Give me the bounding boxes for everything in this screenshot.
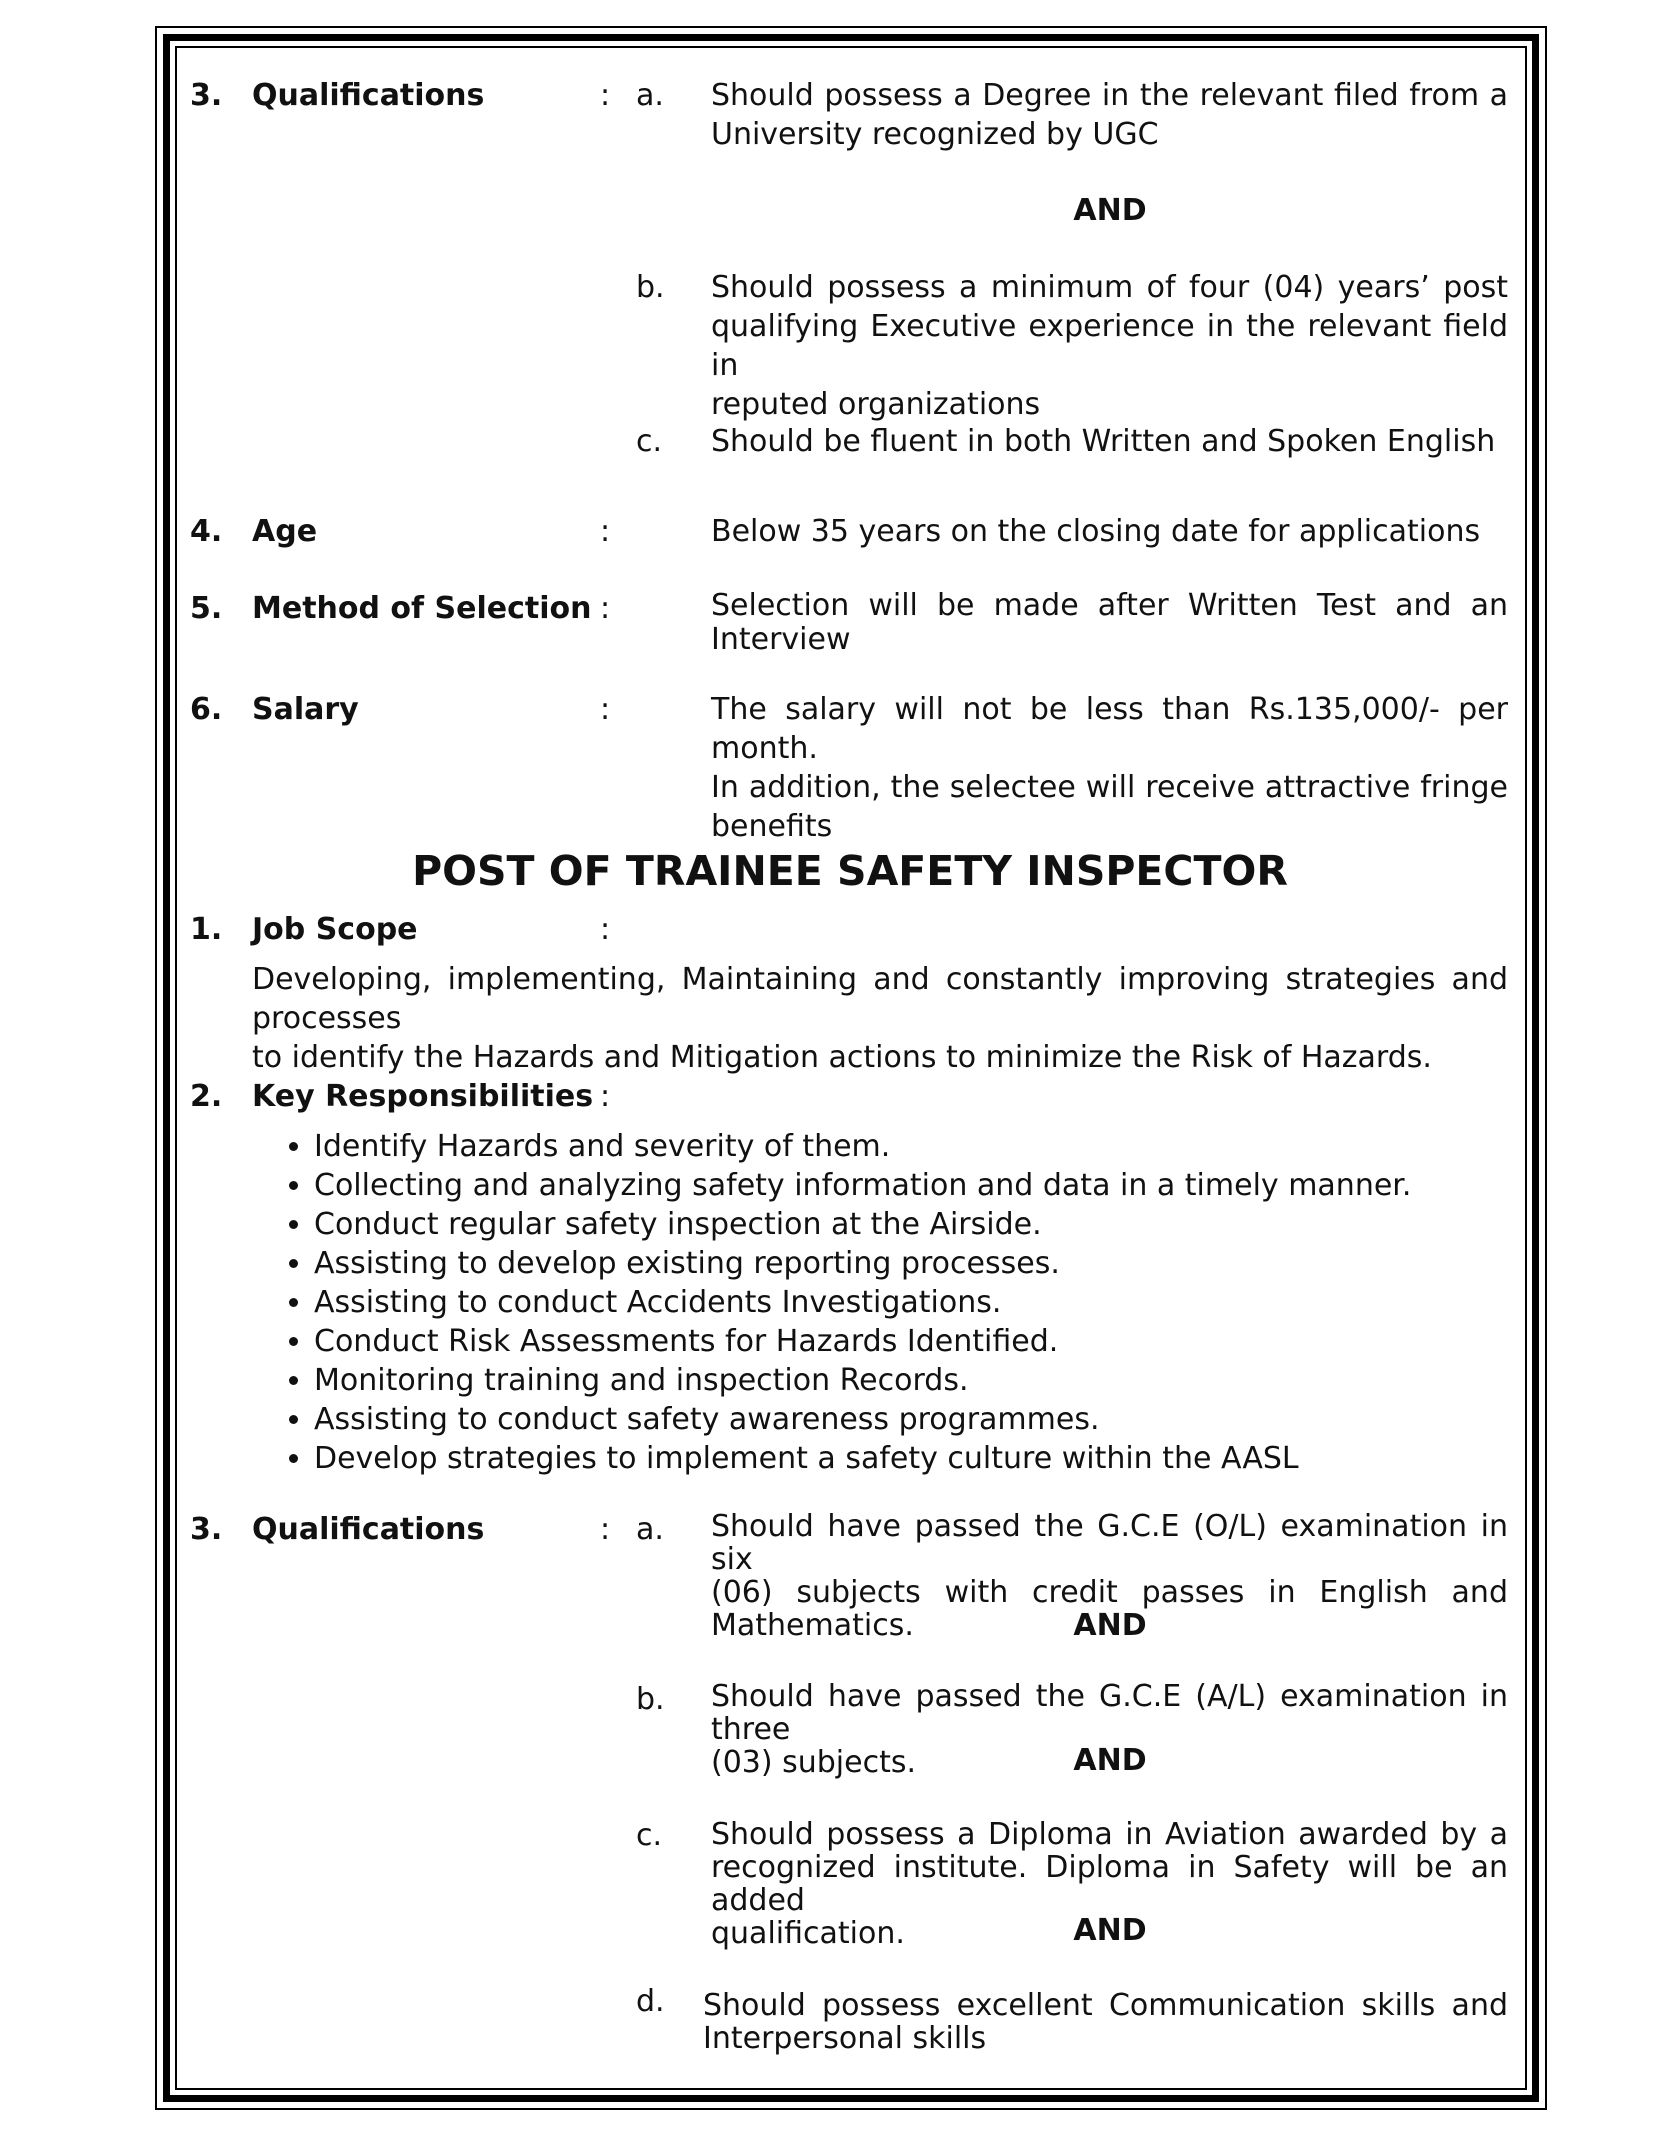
item-label: Salary [252, 692, 359, 727]
colon: : [600, 591, 611, 626]
list-item: • Monitoring training and inspection Records. [314, 1361, 1514, 1400]
item-label: Age [252, 514, 318, 549]
text-line: Interpersonal skills [703, 2021, 987, 2056]
colon: : [600, 1512, 611, 1547]
list-item: • Conduct Risk Assessments for Hazards Identified. [314, 1322, 1514, 1361]
text-line: University recognized by UGC [711, 117, 1159, 152]
list-item: • Conduct regular safety inspection at the Airside. [314, 1205, 1514, 1244]
text-line: Should be fluent in both Written and Spoken English [711, 424, 1496, 459]
sub-item-letter: a. [636, 1512, 664, 1547]
and-separator: AND [1073, 1608, 1147, 1643]
item-text [711, 690, 1508, 846]
item-text [711, 589, 1508, 657]
colon: : [600, 78, 611, 113]
item-label: Key Responsibilities [252, 1079, 594, 1114]
and-separator: AND [1073, 1913, 1147, 1948]
item-label: Qualifications [252, 78, 485, 113]
item-number: 2. [190, 1079, 223, 1114]
and-separator: AND [1073, 1743, 1147, 1778]
text-line: Below 35 years on the closing date for applications [711, 514, 1481, 549]
text-line: qualification. [711, 1916, 905, 1951]
text-line: The salary will not be less than Rs.135,000/- per month. [711, 692, 1508, 766]
colon: : [600, 912, 611, 947]
colon: : [600, 692, 611, 727]
sub-item-text [711, 76, 1508, 154]
item-number: 6. [190, 692, 223, 727]
text-line: Should have passed the G.C.E (O/L) examination in six [711, 1509, 1508, 1577]
item-number: 4. [190, 514, 223, 549]
text-line: to identify the Hazards and Mitigation actions to minimize the Risk of Hazards. [252, 1040, 1432, 1075]
text-line: Interview [711, 622, 851, 657]
text-line: qualifying Executive experience in the relevant field in [711, 309, 1508, 383]
text-line: Should possess a Diploma in Aviation awarded by a [711, 1817, 1508, 1852]
text-line: Selection will be made after Written Test and an [711, 588, 1508, 623]
text-line: Should have passed the G.C.E (A/L) examination in three [711, 1679, 1508, 1747]
text-line: benefits [711, 809, 833, 844]
responsibilities-list [252, 1127, 1514, 1478]
list-item: • Assisting to conduct Accidents Investigations. [314, 1283, 1514, 1322]
text-line: Mathematics. [711, 1608, 914, 1643]
sub-item-letter: b. [636, 1682, 665, 1717]
item-text [711, 512, 1508, 551]
item-number: 5. [190, 591, 223, 626]
text-line: Should possess a Degree in the relevant filed from a [711, 78, 1508, 113]
item-number: 1. [190, 912, 223, 947]
text-line: reputed organizations [711, 387, 1041, 422]
text-line: recognized institute. Diploma in Safety will be an added [711, 1850, 1508, 1918]
list-item: • Assisting to conduct safety awareness programmes. [314, 1400, 1514, 1439]
sub-item-text [703, 1989, 1508, 2055]
list-item: • Assisting to develop existing reporting processes. [314, 1244, 1514, 1283]
sub-item-letter: d. [636, 1984, 665, 2019]
list-item: • Develop strategies to implement a safety culture within the AASL [314, 1439, 1514, 1478]
text-line: Should possess excellent Communication skills and [703, 1988, 1508, 2023]
sub-item-letter: c. [636, 1818, 663, 1853]
post-heading: POST OF TRAINEE SAFETY INSPECTOR [412, 847, 1288, 895]
text-line: (06) subjects with credit passes in English and [711, 1575, 1508, 1610]
list-item: • Identify Hazards and severity of them. [314, 1127, 1514, 1166]
and-separator: AND [1073, 193, 1147, 228]
item-label: Method of Selection [252, 591, 592, 626]
text-line: Should possess a minimum of four (04) years’ post [711, 270, 1508, 305]
text-line: Developing, implementing, Maintaining and constantly improving strategies and processes [252, 962, 1508, 1036]
job-scope-text [252, 960, 1508, 1077]
sub-item-letter: a. [636, 78, 664, 113]
sub-item-letter: c. [636, 424, 663, 459]
colon: : [600, 514, 611, 549]
text-line: (03) subjects. [711, 1745, 917, 1780]
sub-item-letter: b. [636, 270, 665, 305]
item-number: 3. [190, 78, 223, 113]
list-item: • Collecting and analyzing safety information and data in a timely manner. [314, 1166, 1514, 1205]
sub-item-text [711, 422, 1508, 461]
sub-item-text [711, 268, 1508, 424]
item-number: 3. [190, 1512, 223, 1547]
item-label: Qualifications [252, 1512, 485, 1547]
colon: : [600, 1079, 611, 1114]
item-label: Job Scope [252, 912, 418, 947]
text-line: In addition, the selectee will receive attractive fringe [711, 770, 1508, 805]
